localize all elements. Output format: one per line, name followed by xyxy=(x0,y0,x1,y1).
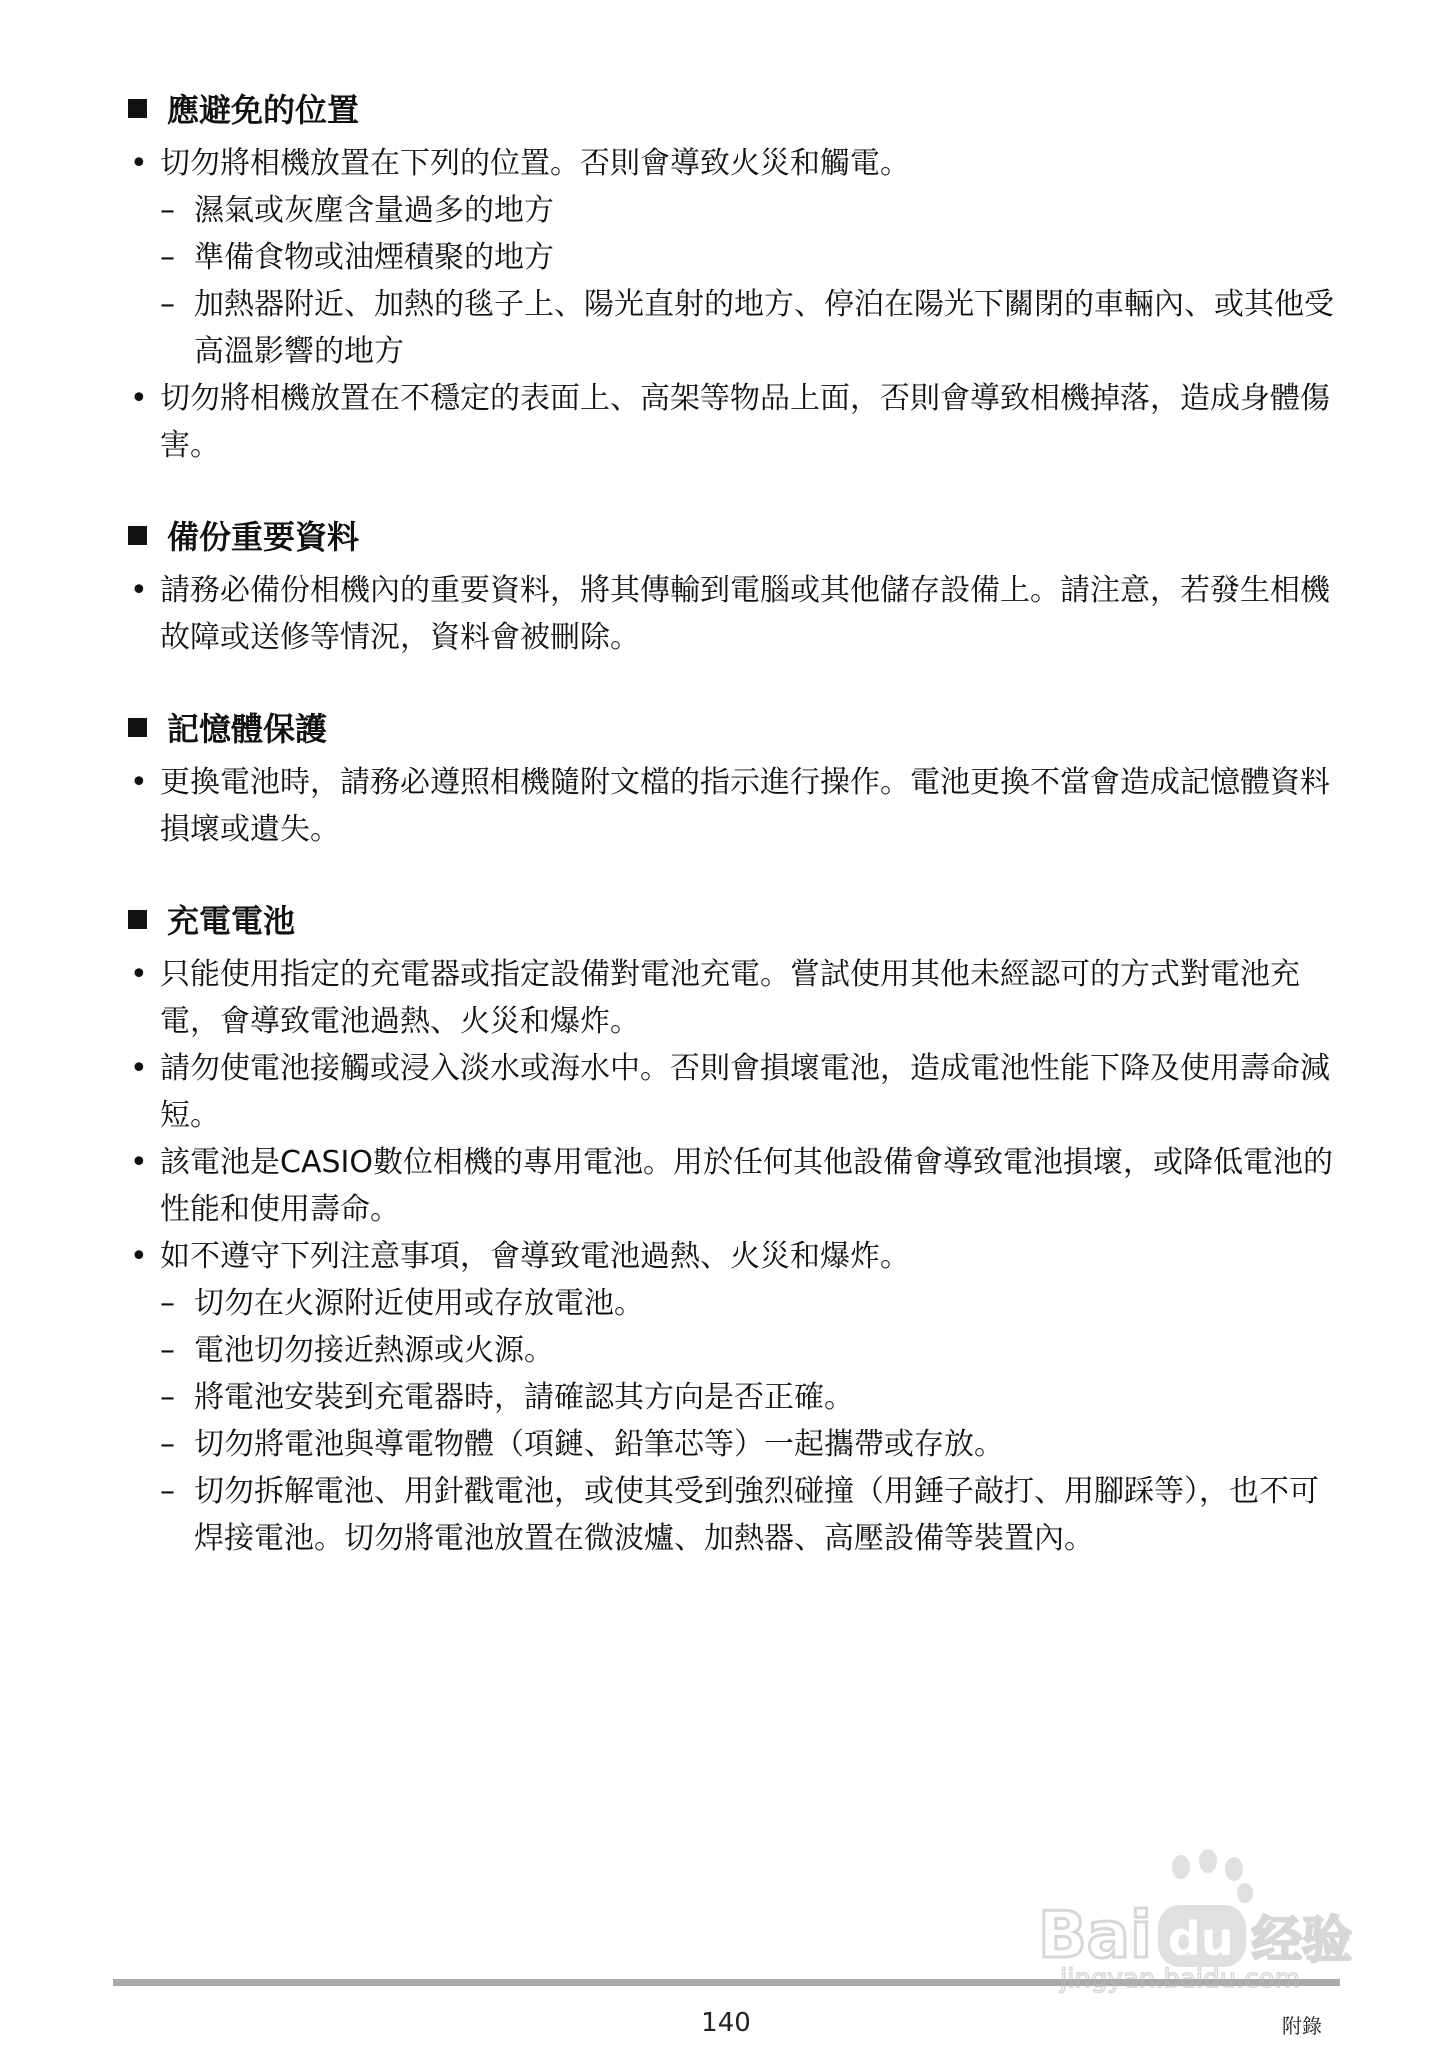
list-item-text: 電池切勿接近熱源或火源。 xyxy=(194,1333,554,1368)
dash-list-item xyxy=(128,1327,1340,1374)
list-item-text: 切勿將相機放置在不穩定的表面上、高架等物品上面，否則會導致相機掉落，造成身體傷害。 xyxy=(160,381,1330,463)
section xyxy=(128,703,1340,853)
dash-list-item xyxy=(128,1374,1340,1421)
section-heading xyxy=(128,511,1340,559)
list-item-text: 只能使用指定的充電器或指定設備對電池充電。嘗試使用其他未經認可的方式對電池充電，會導致電池過熱、火災和爆炸。 xyxy=(160,957,1300,1039)
dash-icon: – xyxy=(160,1380,175,1415)
bullet-icon: • xyxy=(130,957,148,992)
section-title: 應避免的位置 xyxy=(167,91,360,129)
section xyxy=(128,895,1340,1562)
bullet-list-item xyxy=(128,567,1340,661)
dash-list-item xyxy=(128,1280,1340,1327)
dash-list-item xyxy=(128,234,1340,281)
bullet-icon: • xyxy=(130,1239,148,1274)
bullet-list-item xyxy=(128,1045,1340,1139)
list-item-text: 準備食物或油煙積聚的地方 xyxy=(194,240,554,275)
dash-icon: – xyxy=(160,287,175,322)
bullet-list-item xyxy=(128,951,1340,1045)
bullet-icon: • xyxy=(130,381,148,416)
bullet-icon: • xyxy=(130,1145,148,1180)
document-body xyxy=(128,84,1340,1604)
section-title: 記憶體保護 xyxy=(167,710,328,748)
bullet-list-item xyxy=(128,375,1340,469)
section xyxy=(128,84,1340,469)
dash-icon: – xyxy=(160,1474,175,1509)
bullet-icon: • xyxy=(130,765,148,800)
section-heading xyxy=(128,895,1340,943)
bullet-icon: • xyxy=(130,146,148,181)
list-item-text: 濕氣或灰塵含量過多的地方 xyxy=(194,193,554,228)
dash-list-item xyxy=(128,187,1340,234)
list-item-text: 切勿將相機放置在下列的位置。否則會導致火災和觸電。 xyxy=(160,146,910,181)
list-item-text: 加熱器附近、加熱的毯子上、陽光直射的地方、停泊在陽光下關閉的車輛內、或其他受高溫影響的地方 xyxy=(194,287,1334,369)
list-item-text: 切勿將電池與導電物體（項鏈、鉛筆芯等）一起攜帶或存放。 xyxy=(194,1427,1004,1462)
page-number: 140 xyxy=(701,2008,751,2038)
list-item-text: 如不遵守下列注意事項，會導致電池過熱、火災和爆炸。 xyxy=(160,1239,910,1274)
bullet-list-item xyxy=(128,1233,1340,1280)
dash-icon: – xyxy=(160,240,175,275)
dash-list-item xyxy=(128,281,1340,375)
list-item-text: 切勿拆解電池、用針戳電池，或使其受到強烈碰撞（用錘子敲打、用腳踩等），也不可焊接電池。切勿將電池放置在微波爐、加熱器、高壓設備等裝置內。 xyxy=(194,1474,1319,1556)
section xyxy=(128,511,1340,661)
baidu-paw-logo-icon xyxy=(1030,1845,1360,1995)
dash-list-item xyxy=(128,1468,1340,1562)
list-item-text: 請勿使電池接觸或浸入淡水或海水中。否則會損壞電池，造成電池性能下降及使用壽命減短。 xyxy=(160,1051,1330,1133)
bullet-list-item xyxy=(128,759,1340,853)
list-item-text: 請務必備份相機內的重要資料，將其傳輸到電腦或其他儲存設備上。請注意，若發生相機故障或送修等情況，資料會被刪除。 xyxy=(160,573,1330,655)
watermark-brand: Bai xyxy=(1038,1899,1152,1973)
list-item-text: 更換電池時，請務必遵照相機隨附文檔的指示進行操作。電池更換不當會造成記憶體資料損壞或遺失。 xyxy=(160,765,1330,847)
dash-icon: – xyxy=(160,1427,175,1462)
black-square-icon xyxy=(128,526,147,545)
list-item-text: 將電池安裝到充電器時，請確認其方向是否正確。 xyxy=(194,1380,854,1415)
section-title: 充電電池 xyxy=(167,902,296,940)
watermark-brand-cn: 经验 xyxy=(1252,1911,1352,1969)
appendix-label: 附錄 xyxy=(1282,2014,1322,2038)
section-heading xyxy=(128,84,1340,132)
list-item-text: 該電池是CASIO數位相機的專用電池。用於任何其他設備會導致電池損壞，或降低電池的性能和使用壽命。 xyxy=(160,1145,1333,1227)
section-title: 備份重要資料 xyxy=(167,518,360,556)
black-square-icon xyxy=(128,910,147,929)
watermark-url: jingyan.baidu.com xyxy=(1060,1964,1300,1994)
bullet-icon: • xyxy=(130,1051,148,1086)
list-item-text: 切勿在火源附近使用或存放電池。 xyxy=(194,1286,644,1321)
bullet-list-item xyxy=(128,1139,1340,1233)
baidu-jingyan-watermark xyxy=(1030,1845,1360,1995)
dash-icon: – xyxy=(160,193,175,228)
bullet-icon: • xyxy=(130,573,148,608)
section-heading xyxy=(128,703,1340,751)
black-square-icon xyxy=(128,99,147,118)
dash-icon: – xyxy=(160,1333,175,1368)
bullet-list-item xyxy=(128,140,1340,187)
watermark-brand-paw-text: du xyxy=(1168,1912,1234,1966)
black-square-icon xyxy=(128,718,147,737)
dash-list-item xyxy=(128,1421,1340,1468)
dash-icon: – xyxy=(160,1286,175,1321)
